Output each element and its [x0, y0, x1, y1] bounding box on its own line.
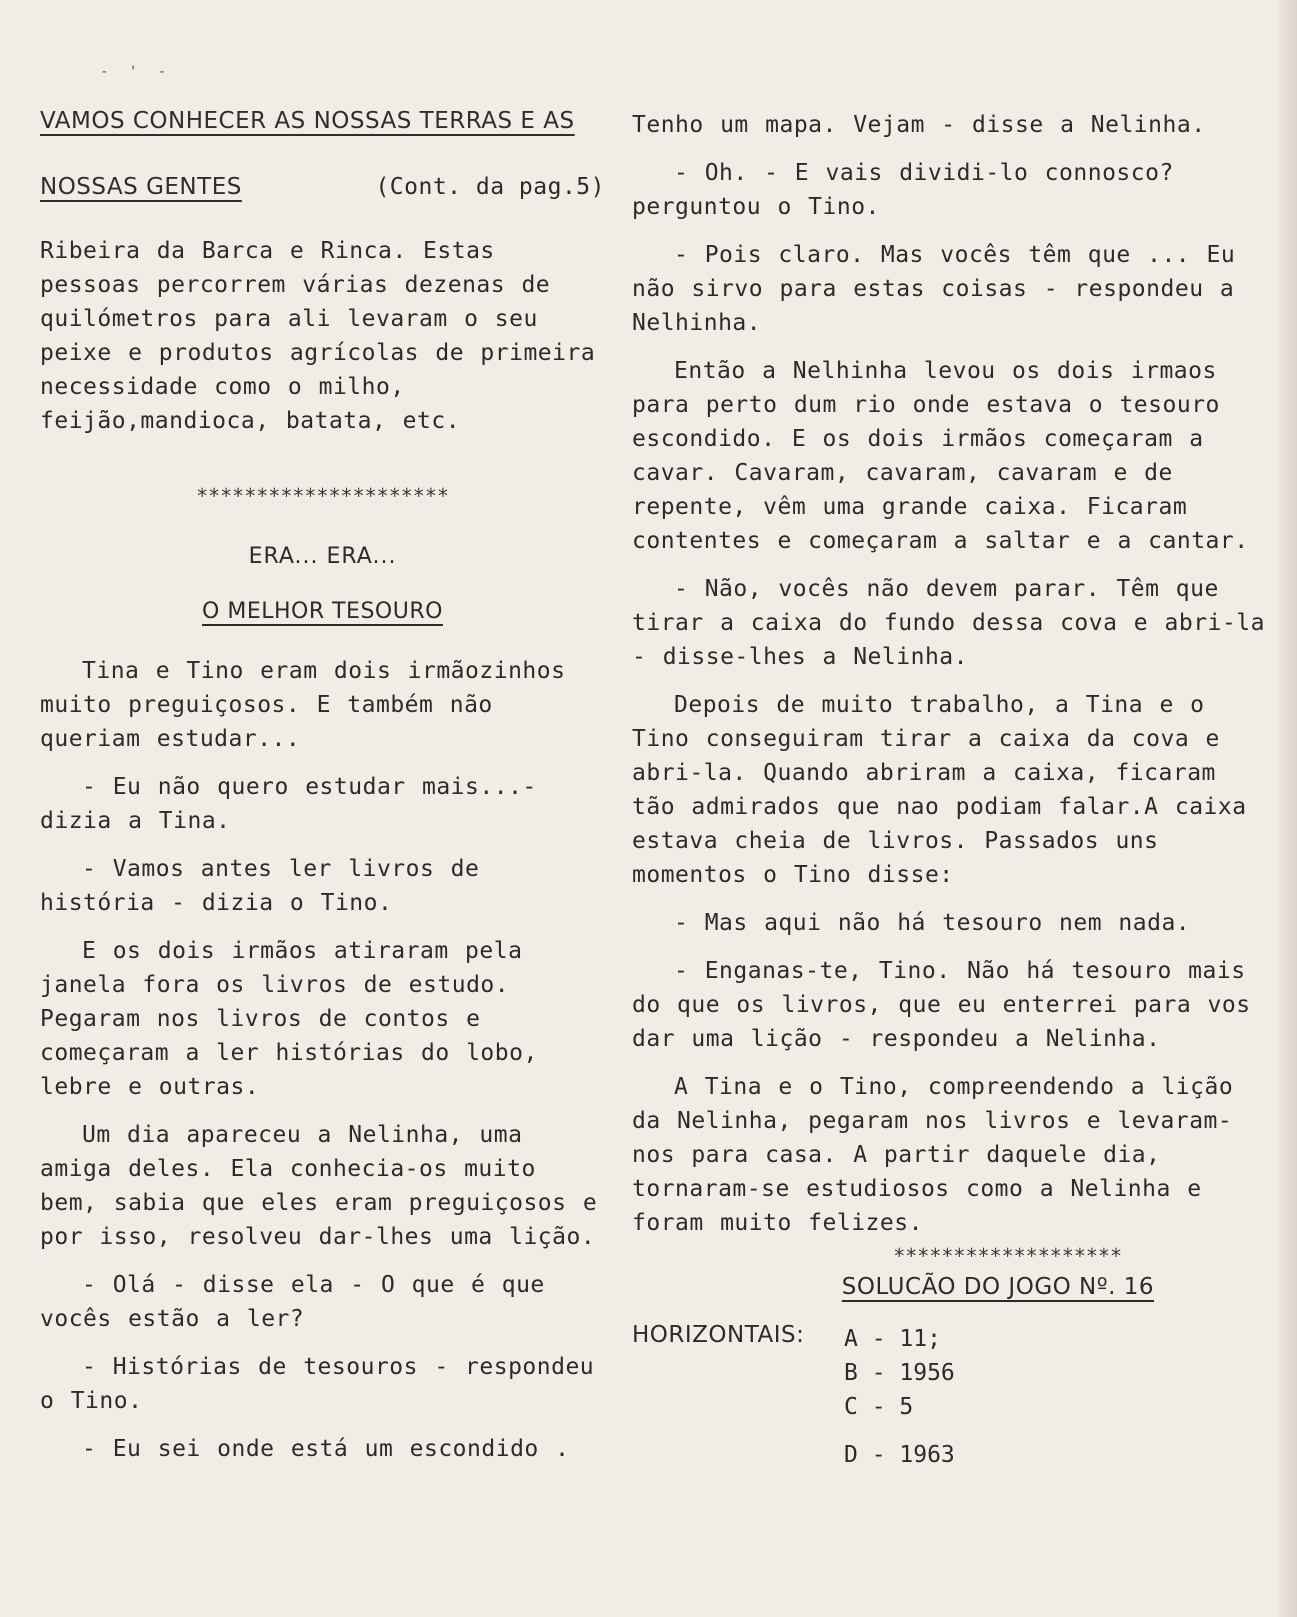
story-paragraph: - Oh. - E vais dividi-lo connosco? perguntou o Tino.: [632, 160, 1174, 220]
answer-item: C - 5: [844, 1394, 914, 1420]
continuation-note: (Cont. da pag.5): [375, 174, 605, 200]
story-paragraph: - Não, vocês não devem parar. Têm que tirar a caixa do fundo dessa cova e abri-la - disse-lhes a Nelinha.: [632, 576, 1265, 670]
page-edge-shadow: [1279, 0, 1297, 1617]
story-paragraph: Depois de muito trabalho, a Tina e o Tino conseguiram tirar a caixa da cova e abri-la. Quando abriram a caixa, ficaram tão admirados que nao podiam falar.A caixa estava cheia de livros. Passados uns momentos o Tino disse:: [632, 692, 1247, 888]
answer-list: [844, 1322, 955, 1472]
left-column: [40, 108, 605, 1480]
separator-stars: *********************: [196, 484, 449, 508]
story-paragraph: Então a Nelhinha levou os dois irmaos para perto dum rio onde estava o tesouro escondido. E os dois irmãos começaram a cavar. Cavaram, cavaram, cavaram e de repente, vêm uma grande caixa. Ficaram contentes e começaram a saltar e a cantar.: [632, 358, 1249, 554]
story-paragraph: - Pois claro. Mas vocês têm que ... Eu não sirvo para estas coisas - respondeu a Nelhinha.: [632, 242, 1236, 336]
story-paragraph: Tina e Tino eram dois irmãozinhos muito preguiçosos. E também não queriam estudar...: [40, 658, 566, 752]
answer-item: A - 11;: [844, 1326, 941, 1352]
story-title: O MELHOR TESOURO: [202, 599, 443, 624]
article-heading-line1: VAMOS CONHECER AS NOSSAS TERRAS E AS: [40, 108, 575, 134]
separator-stars: *******************: [893, 1244, 1122, 1268]
page-mark: - ' -: [100, 64, 173, 80]
section-label-era: ERA... ERA...: [248, 544, 397, 569]
story-paragraph: E os dois irmãos atiraram pela janela fora os livros de estudo. Pegaram nos livros de contos e começaram a ler histórias do lobo, lebre e outras.: [40, 938, 538, 1100]
heading-row: [40, 174, 605, 200]
story-paragraph: - Vamos antes ler livros de história - dizia o Tino.: [40, 856, 480, 916]
story-paragraph: Um dia apareceu a Nelinha, uma amiga deles. Ela conhecia-os muito bem, sabia que eles eram preguiçosos e por isso, resolveu dar-lhes uma lição.: [40, 1122, 598, 1250]
answer-item: D - 1963: [844, 1442, 955, 1468]
solution-answers: [632, 1322, 1272, 1472]
story-paragraph: - Mas aqui não há tesouro nem nada.: [674, 910, 1191, 936]
intro-paragraph: Ribeira da Barca e Rinca. Estas pessoas percorrem várias dezenas de quilómetros para ali levaram o seu peixe e produtos agrícolas de primeira necessidade como o milho, feijão,mandioca, batata, etc.: [40, 238, 596, 434]
story-paragraph: - Histórias de tesouros - respondeu o Tino.: [40, 1354, 595, 1414]
story-paragraph: - Eu sei onde está um escondido .: [82, 1436, 570, 1462]
story-paragraph: A Tina e o Tino, compreendendo a lição da Nelinha, pegaram nos livros e levaram-nos para casa. A partir daquele dia, tornaram-se estudiosos como a Nelinha e foram muito felizes.: [632, 1074, 1234, 1236]
article-heading-line2: NOSSAS GENTES: [40, 174, 242, 200]
right-column: [632, 108, 1272, 1472]
horizontais-label: HORIZONTAIS:: [632, 1322, 805, 1348]
solution-title: SOLUCÃO DO JOGO Nº. 16: [841, 1274, 1154, 1300]
story-paragraph: - Enganas-te, Tino. Não há tesouro mais do que os livros, que eu enterrei para vos dar uma lição - respondeu a Nelinha.: [632, 958, 1251, 1052]
story-paragraph: - Eu não quero estudar mais...-dizia a Tina.: [40, 774, 537, 834]
answer-item: B - 1956: [844, 1360, 955, 1386]
story-paragraph: Tenho um mapa. Vejam - disse a Nelinha.: [632, 112, 1206, 138]
story-paragraph: - Olá - disse ela - O que é que vocês estão a ler?: [40, 1272, 545, 1332]
